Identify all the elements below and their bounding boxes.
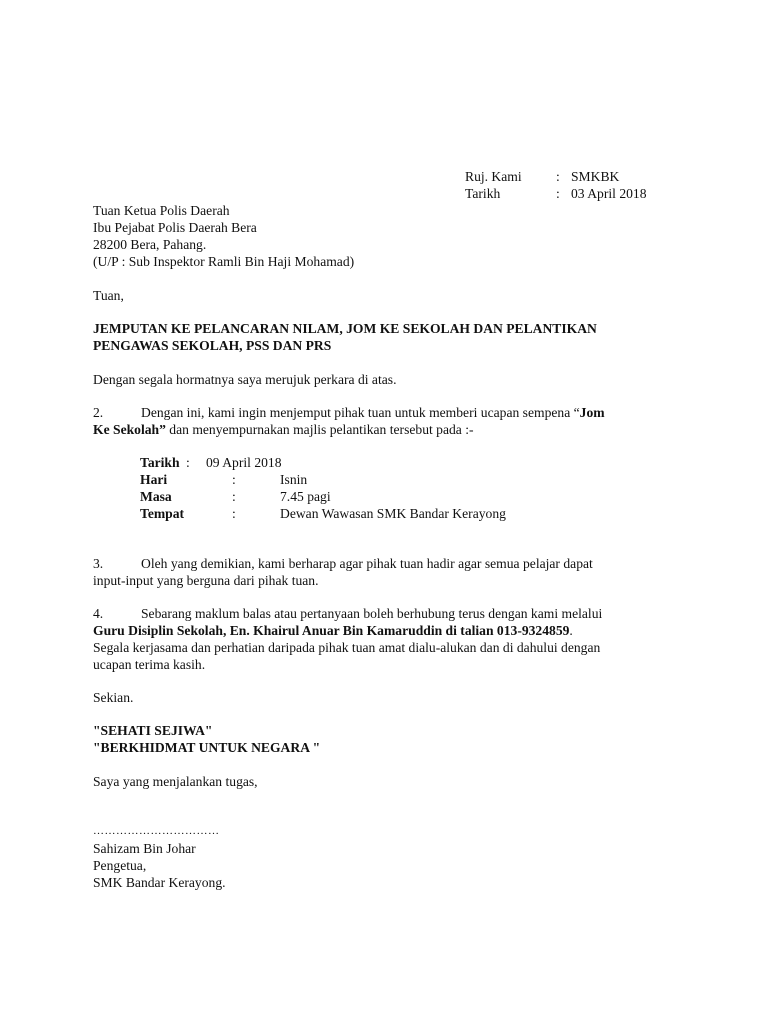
paragraph-2 [93, 404, 683, 438]
event-hari-value: Isnin [280, 472, 308, 487]
tarikh-value: 03 April 2018 [571, 186, 647, 201]
event-masa-label: Masa [140, 489, 172, 504]
subject [93, 320, 683, 354]
paragraph-2-text-2: dan menyempurnakan majlis pelantikan tersebut pada :- [165, 422, 474, 437]
paragraph-3-text-1: Oleh yang demikian, kami berharap agar pihak tuan hadir agar semua pelajar dapat [141, 556, 593, 571]
recipient-address [93, 202, 683, 270]
opening-text: Dengan segala hormatnya saya merujuk perkara di atas. [93, 372, 397, 387]
event-hari-colon: : [232, 472, 236, 487]
subject-line-2: PENGAWAS SEKOLAH, PSS DAN PRS [93, 338, 332, 353]
salutation-text: Tuan, [93, 288, 124, 303]
signature-dots: …………………………… [93, 825, 220, 837]
opening-paragraph [93, 371, 683, 388]
event-tempat-value: Dewan Wawasan SMK Bandar Kerayong [280, 506, 506, 521]
paragraph-4-line-3: Segala kerjasama dan perhatian daripada pihak tuan amat dialu-alukan dan di dahului dengan [93, 640, 601, 655]
event-tarikh-colon: : [186, 455, 190, 470]
paragraph-2-line-1 [93, 404, 683, 421]
event-tempat-colon: : [232, 506, 236, 521]
recipient-line-2: Ibu Pejabat Polis Daerah Bera [93, 220, 257, 235]
motto [93, 722, 683, 756]
paragraph-2-line-2 [93, 421, 683, 438]
paragraph-4-number: 4. [93, 606, 104, 621]
paragraph-4 [93, 605, 683, 673]
closing [93, 689, 683, 706]
duty-line-text: Saya yang menjalankan tugas, [93, 774, 258, 789]
paragraph-4-bold: Guru Disiplin Sekolah, En. Khairul Anuar Bin Kamaruddin di talian 013-9324859 [93, 623, 570, 638]
ruj-colon: : [556, 169, 560, 184]
paragraph-2-number: 2. [93, 405, 104, 420]
paragraph-4-line-1 [93, 605, 683, 622]
paragraph-4-line-4: ucapan terima kasih. [93, 657, 206, 672]
event-hari-label: Hari [140, 472, 168, 487]
motto-line-1: "SEHATI SEJIWA" [93, 723, 213, 738]
paragraph-3-line-2: input-input yang berguna dari pihak tuan. [93, 573, 319, 588]
signature-title: Pengetua, [93, 858, 147, 873]
event-masa-value: 7.45 pagi [280, 489, 331, 504]
paragraph-4-line-2 [93, 622, 683, 639]
paragraph-4-text-1: Sebarang maklum balas atau pertanyaan boleh berhubung terus dengan kami melalui [141, 606, 603, 621]
paragraph-4-text-2: . [569, 623, 573, 638]
tarikh-label: Tarikh [465, 186, 501, 201]
paragraph-2-bold-1: Jom [579, 405, 605, 420]
subject-line-1: JEMPUTAN KE PELANCARAN NILAM, JOM KE SEKOLAH DAN PELANTIKAN [93, 321, 597, 336]
salutation [93, 287, 683, 304]
tarikh-colon: : [556, 186, 560, 201]
paragraph-3-number: 3. [93, 556, 104, 571]
event-tarikh-label: Tarikh [140, 455, 180, 470]
ruj-value: SMKBK [571, 169, 620, 184]
signature-school: SMK Bandar Kerayong. [93, 875, 226, 890]
event-tarikh-value: 09 April 2018 [206, 455, 282, 470]
signature-block [93, 823, 683, 891]
recipient-line-3: 28200 Bera, Pahang. [93, 237, 207, 252]
motto-line-2: "BERKHIDMAT UNTUK NEGARA " [93, 740, 321, 755]
recipient-line-4: (U/P : Sub Inspektor Ramli Bin Haji Mohamad) [93, 254, 355, 269]
signature-name: Sahizam Bin Johar [93, 841, 196, 856]
recipient-line-1: Tuan Ketua Polis Daerah [93, 203, 230, 218]
paragraph-2-text-1: Dengan ini, kami ingin menjemput pihak tuan untuk memberi ucapan sempena “ [141, 405, 580, 420]
event-masa-colon: : [232, 489, 236, 504]
paragraph-3 [93, 555, 683, 589]
duty-line [93, 773, 683, 790]
paragraph-3-line-1 [93, 555, 683, 572]
closing-text: Sekian. [93, 690, 134, 705]
paragraph-2-bold-2: Ke Sekolah” [93, 422, 166, 437]
event-tempat-label: Tempat [140, 506, 185, 521]
ruj-label: Ruj. Kami [465, 169, 522, 184]
